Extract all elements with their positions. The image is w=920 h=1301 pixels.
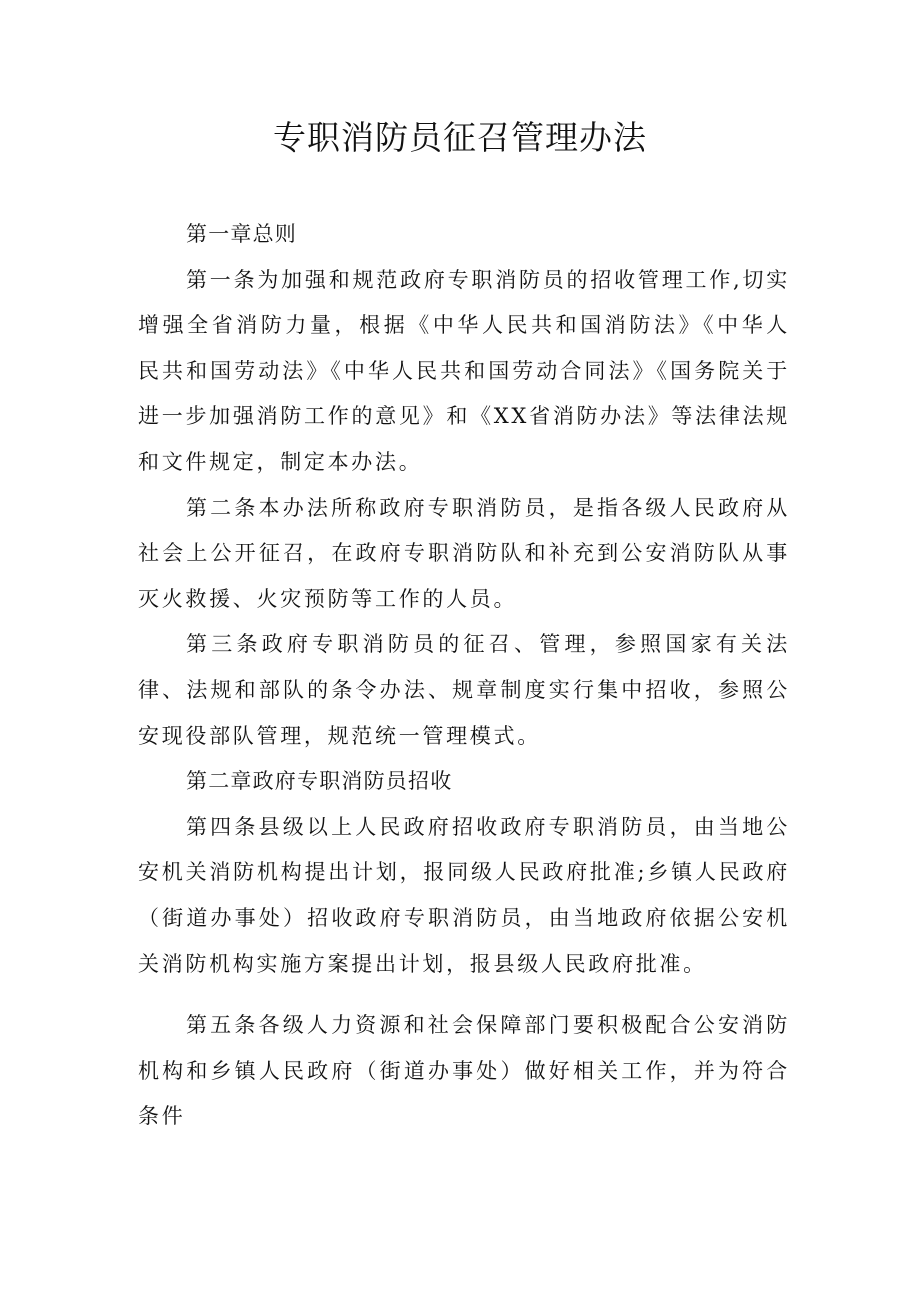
- article-1: 第一条为加强和规范政府专职消防员的招收管理工作,切实增强全省消防力量，根据《中华人民共和国消防法》《中华人民共和国劳动法》《中华人民共和国劳动合同法》《国务院关于进一步加强消防工作的意见》和《XX省消防办法》等法律法规和文件规定，制定本办法。: [138, 267, 790, 474]
- document-body: [138, 212, 790, 1140]
- article-5: 第五条各级人力资源和社会保障部门要积极配合公安消防机构和乡镇人民政府（街道办事处）做好相关工作，并为符合条件: [138, 1013, 790, 1129]
- chapter-2-heading: 第二章政府专职消防员招收: [186, 769, 453, 794]
- article-2: 第二条本办法所称政府专职消防员，是指各级人民政府从社会上公开征召，在政府专职消防队和补充到公安消防队从事灭火救援、火灾预防等工作的人员。: [138, 495, 790, 611]
- article-4: 第四条县级以上人民政府招收政府专职消防员，由当地公安机关消防机构提出计划，报同级人民政府批准;乡镇人民政府（街道办事处）招收政府专职消防员，由当地政府依据公安机关消防机构实施方案提出计划，报县级人民政府批准。: [138, 814, 790, 976]
- article-3: 第三条政府专职消防员的征召、管理，参照国家有关法律、法规和部队的条令办法、规章制度实行集中招收，参照公安现役部队管理，规范统一管理模式。: [138, 632, 790, 748]
- chapter-1-heading: 第一章总则: [186, 222, 297, 246]
- document-title: 专职消防员征召管理办法: [273, 118, 647, 157]
